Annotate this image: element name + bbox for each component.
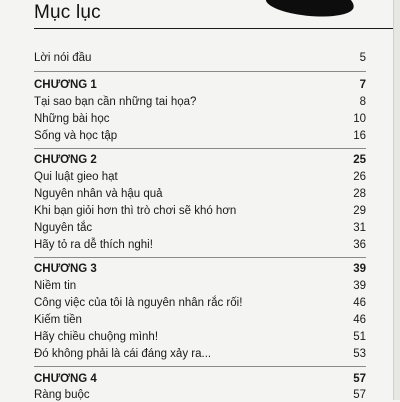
ink-blot: [265, 0, 356, 21]
toc-entry-label: Hãy tỏ ra dễ thích nghi!: [34, 239, 153, 251]
toc-entry-label: Những bài học: [34, 113, 110, 125]
toc-entry-label: Tại sao bạn cần những tai họa?: [34, 96, 197, 108]
toc-entry[interactable]: [34, 347, 366, 361]
chapter-page: 7: [359, 79, 366, 91]
toc-entry[interactable]: [34, 187, 366, 201]
toc-entry[interactable]: [34, 170, 366, 184]
toc-entry[interactable]: [34, 204, 366, 218]
section-divider: [34, 257, 366, 258]
chapter-page: 25: [353, 154, 366, 166]
page-edge: [393, 0, 400, 400]
toc-entry-label: Lời nói đầu: [34, 52, 92, 64]
toc-entry[interactable]: [34, 129, 366, 143]
toc-entry[interactable]: [34, 330, 366, 344]
chapter-page: 57: [353, 373, 366, 385]
toc-entry-page: 46: [353, 297, 366, 309]
section-divider: [34, 148, 366, 149]
toc-entry[interactable]: [34, 279, 366, 293]
chapter-label: CHƯƠNG 3: [34, 263, 97, 275]
toc-entry-label: Kiếm tiền: [34, 314, 82, 326]
toc-entry-label: Nguyên tắc: [34, 222, 93, 234]
toc-chapter-4[interactable]: [34, 372, 366, 386]
toc-entry-page: 31: [353, 222, 366, 234]
toc-entry-page: 10: [353, 113, 366, 125]
toc-entry-page: 5: [359, 52, 366, 64]
toc-entry-label: Đó không phải là cái đáng xảy ra...: [34, 348, 212, 360]
chapter-page: 39: [353, 263, 366, 275]
toc-entry[interactable]: [34, 112, 366, 126]
toc-entry[interactable]: [34, 95, 366, 109]
toc-chapter-1[interactable]: [34, 78, 366, 92]
toc-entry-page: 28: [353, 188, 366, 200]
toc-entry-label: Qui luật gieo hạt: [34, 171, 118, 183]
toc-entry-label: Công việc của tôi là nguyên nhân rắc rối!: [34, 297, 243, 309]
toc-entry-page: 29: [353, 205, 366, 217]
toc-entry-page: 46: [353, 314, 366, 326]
toc-entry-label: Ràng buộc: [34, 389, 90, 401]
toc-entry[interactable]: [34, 238, 366, 252]
toc-entry[interactable]: [34, 221, 366, 235]
toc-chapter-3[interactable]: [34, 262, 366, 276]
toc-entry-page: 26: [353, 171, 366, 183]
toc-entry-label: Hãy chiều chuộng mình!: [34, 331, 159, 343]
toc-entry-preface[interactable]: [34, 51, 366, 65]
toc-entry-page: 8: [359, 96, 366, 108]
toc-entry-page: 39: [353, 280, 366, 292]
chapter-label: CHƯƠNG 1: [34, 79, 97, 91]
toc-entry-page: 53: [353, 348, 366, 360]
toc-entry-page: 57: [353, 389, 366, 401]
toc-entry-label: Nguyên nhân và hậu quả: [34, 188, 163, 200]
section-divider: [34, 71, 366, 72]
title-rule: [34, 28, 400, 29]
toc-entry[interactable]: [34, 296, 366, 310]
section-divider: [34, 366, 366, 367]
chapter-label: CHƯƠNG 4: [34, 373, 97, 385]
toc-entry-page: 16: [353, 130, 366, 142]
page-title: Mục lục: [34, 2, 101, 23]
chapter-label: CHƯƠNG 2: [34, 154, 97, 166]
toc-entry-label: Niềm tin: [34, 280, 77, 292]
toc-entry-label: Khi bạn giỏi hơn thì trò chơi sẽ khó hơn: [34, 205, 237, 217]
toc-entry[interactable]: [34, 313, 366, 327]
toc-chapter-2[interactable]: [34, 153, 366, 167]
toc-entry-page: 36: [353, 239, 366, 251]
toc-entry-label: Sống và học tập: [34, 130, 118, 142]
toc-entry-page: 51: [353, 331, 366, 343]
